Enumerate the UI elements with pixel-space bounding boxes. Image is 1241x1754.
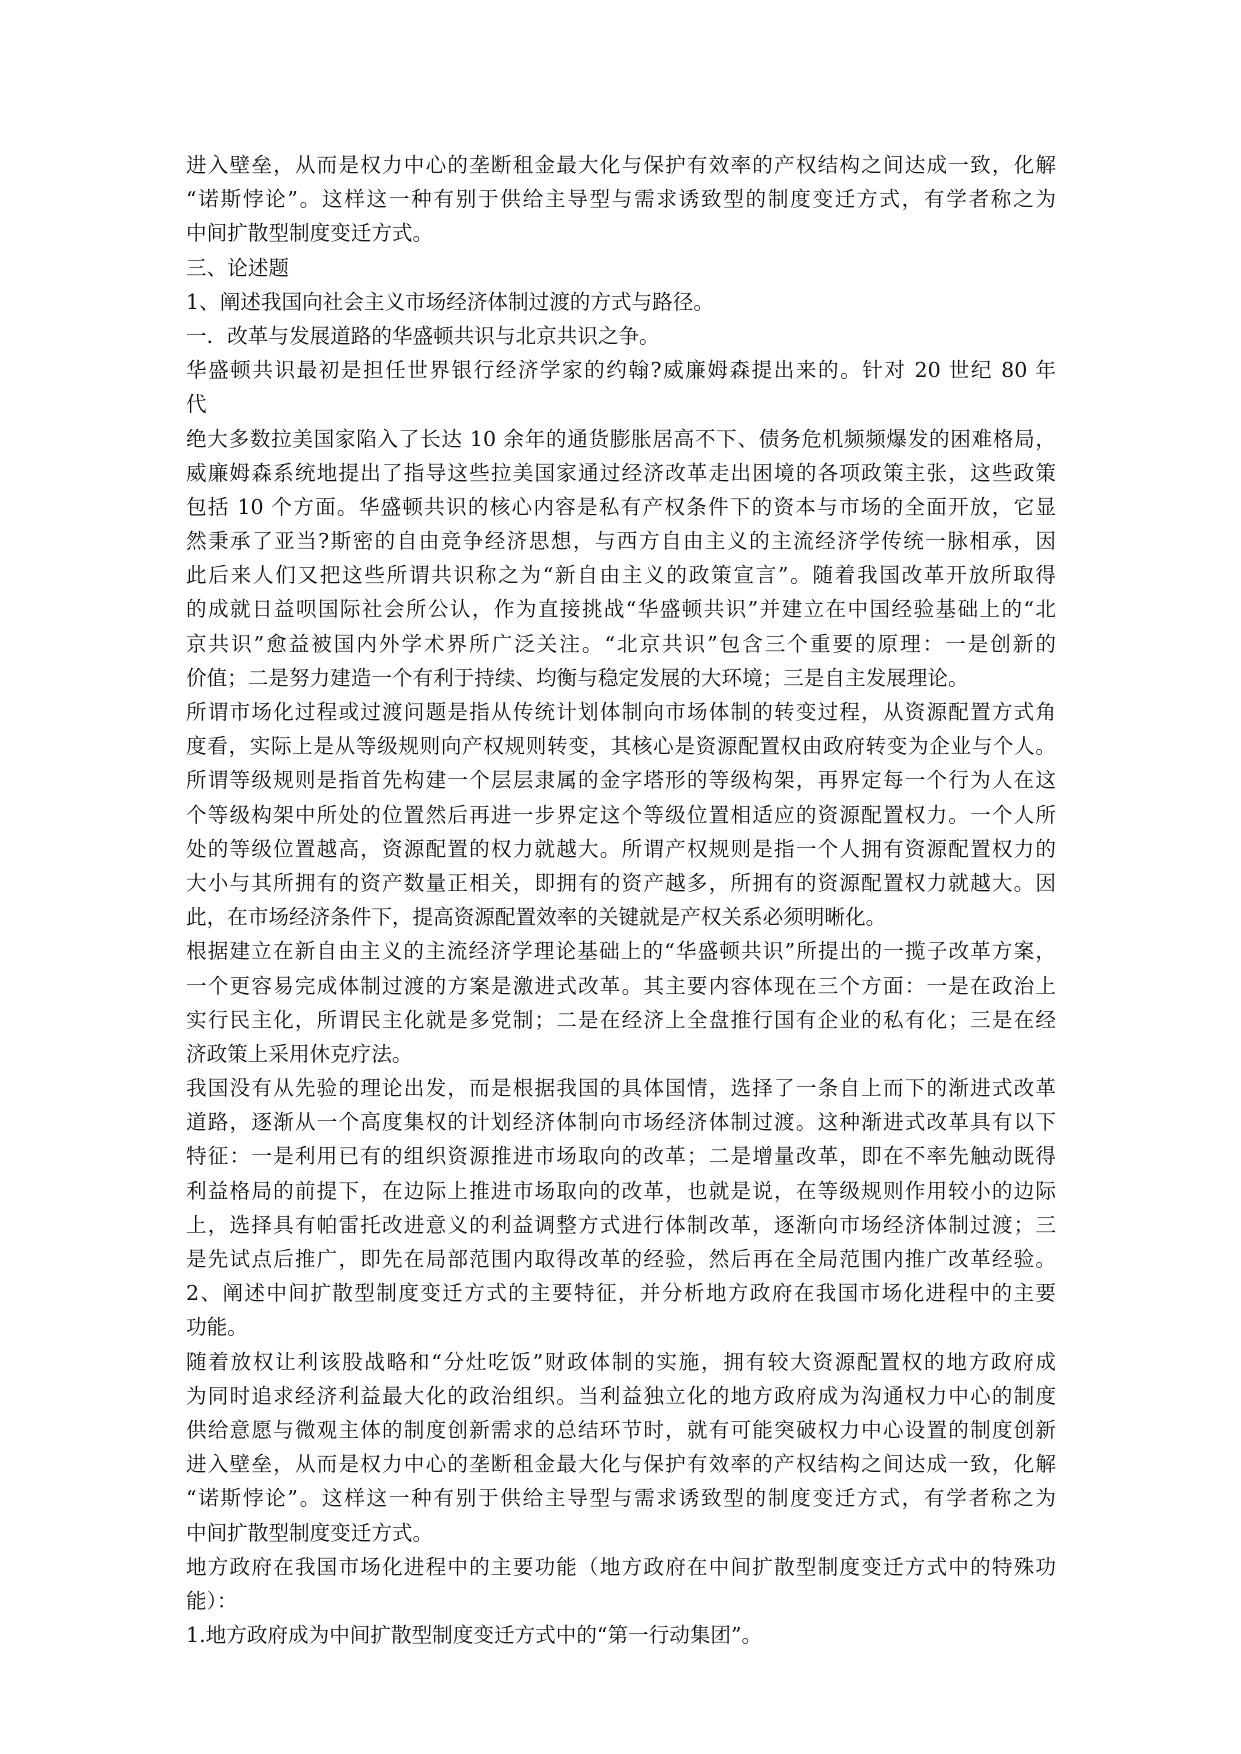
text-line: 度看，实际上是从等级规则向产权规则转变，其核心是资源配置权由政府转变为企业与个人。 xyxy=(186,734,1056,759)
text-line: 大小与其所拥有的资产数量正相关，即拥有的资产越多，所拥有的资源配置权力就越大。因 xyxy=(186,870,1056,895)
text-line: 一个更容易完成体制过渡的方案是激进式改革。其主要内容体现在三个方面：一是在政治上 xyxy=(186,973,1056,998)
text-line: 根据建立在新自由主义的主流经济学理论基础上的“华盛顿共识”所提出的一揽子改革方案， xyxy=(186,939,1056,964)
text-line: 所谓等级规则是指首先构建一个层层隶属的金字塔形的等级构架，再界定每一个行为人在这 xyxy=(186,768,1056,793)
text-line: 京共识”愈益被国内外学术界所广泛关注。“北京共识”包含三个重要的原理：一是创新的 xyxy=(186,631,1056,656)
text-line: 华盛顿共识最初是担任世界银行经济学家的约翰?威廉姆森提出来的。针对 20 世纪 80 年 xyxy=(186,358,1056,383)
text-line: 地方政府在我国市场化进程中的主要功能（地方政府在中间扩散型制度变迁方式中的特殊功 xyxy=(186,1554,1056,1579)
question-heading: 功能。 xyxy=(186,1315,248,1340)
text-line: 所谓市场化过程或过渡问题是指从传统计划体制向市场体制的转变过程，从资源配置方式角 xyxy=(186,700,1056,724)
text-line: 代 xyxy=(186,392,207,417)
text-line: 此后来人们又把这些所谓共识称之为“新自由主义的政策宣言”。随着我国改革开放所取得 xyxy=(186,563,1056,588)
text-line: 我国没有从先验的理论出发，而是根据我国的具体国情，选择了一条自上而下的渐进式改革 xyxy=(186,1076,1056,1101)
text-line: 供给意愿与微观主体的制度创新需求的总结环节时，就有可能突破权力中心设置的制度创新 xyxy=(186,1417,1056,1442)
text-line: 个等级构架中所处的位置然后再进一步界定这个等级位置相适应的资源配置权力。一个人所 xyxy=(186,802,1056,827)
text-line: 的成就日益呗国际社会所公认，作为直接挑战“华盛顿共识”并建立在中国经验基础上的“北 xyxy=(186,597,1056,622)
text-line: 处的等级位置越高，资源配置的权力就越大。所谓产权规则是指一个人拥有资源配置权力的 xyxy=(186,836,1056,861)
text-line: 中间扩散型制度变迁方式。 xyxy=(186,221,434,246)
section-heading: 三、论述题 xyxy=(186,255,289,280)
text-line: 进入壁垒，从而是权力中心的垄断租金最大化与保护有效率的产权结构之间达成一致，化解 xyxy=(186,153,1056,177)
text-line: 然秉承了亚当?斯密的自由竞争经济思想，与西方自由主义的主流经济学传统一脉相承，因 xyxy=(186,529,1056,554)
text-line: 进入壁垒，从而是权力中心的垄断租金最大化与保护有效率的产权结构之间达成一致，化解 xyxy=(186,1452,1056,1477)
text-line: “诺斯悖论”。这样这一种有别于供给主导型与需求诱致型的制度变迁方式，有学者称之为 xyxy=(186,187,1056,212)
text-line: 中间扩散型制度变迁方式。 xyxy=(186,1520,434,1545)
text-line: 上，选择具有帕雷托改进意义的利益调整方式进行体制改革，逐渐向市场经济体制过渡；三 xyxy=(186,1212,1056,1237)
question-heading: 2、阐述中间扩散型制度变迁方式的主要特征，并分析地方政府在我国市场化进程中的主要 xyxy=(186,1281,1056,1306)
text-line: 能）： xyxy=(186,1588,238,1613)
question-heading: 1、阐述我国向社会主义市场经济体制过渡的方式与路径。 xyxy=(186,289,714,314)
subsection-heading: 一．改革与发展道路的华盛顿共识与北京共识之争。 xyxy=(186,323,660,348)
text-line: 价值；二是努力建造一个有利于持续、均衡与稳定发展的大环境；三是自主发展理论。 xyxy=(186,665,969,690)
text-line: “诺斯悖论”。这样这一种有别于供给主导型与需求诱致型的制度变迁方式，有学者称之为 xyxy=(186,1486,1056,1511)
text-line: 实行民主化，所谓民主化就是多党制；二是在经济上全盘推行国有企业的私有化；三是在经 xyxy=(186,1007,1056,1032)
text-line: 1.地方政府成为中间扩散型制度变迁方式中的“第一行动集团”。 xyxy=(186,1623,763,1648)
text-line: 威廉姆森系统地提出了指导这些拉美国家通过经济改革走出困境的各项政策主张，这些政策 xyxy=(186,460,1056,485)
text-line: 利益格局的前提下，在边际上推进市场取向的改革，也就是说，在等级规则作用较小的边际 xyxy=(186,1178,1056,1203)
text-line: 为同时追求经济利益最大化的政治组织。当利益独立化的地方政府成为沟通权力中心的制度 xyxy=(186,1383,1056,1408)
text-line: 此，在市场经济条件下，提高资源配置效率的关键就是产权关系必须明晰化。 xyxy=(186,905,887,930)
document-body xyxy=(186,148,1056,1652)
text-line: 道路，逐渐从一个高度集权的计划经济体制向市场经济体制过渡。这种渐进式改革具有以下 xyxy=(186,1110,1056,1135)
text-line: 特征：一是利用已有的组织资源推进市场取向的改革；二是增量改革，即在不率先触动既得 xyxy=(186,1144,1056,1169)
text-line: 绝大多数拉美国家陷入了长达 10 余年的通货膨胀居高不下、债务危机频频爆发的困难格局， xyxy=(186,426,1056,451)
text-line: 随着放权让利该股战略和“分灶吃饭”财政体制的实施，拥有较大资源配置权的地方政府成 xyxy=(186,1349,1056,1374)
text-line: 是先试点后推广，即先在局部范围内取得改革的经验，然后再在全局范围内推广改革经验。 xyxy=(186,1247,1056,1271)
text-line: 包括 10 个方面。华盛顿共识的核心内容是私有产权条件下的资本与市场的全面开放，它显 xyxy=(186,494,1056,519)
text-line: 济政策上采用休克疗法。 xyxy=(186,1041,413,1066)
